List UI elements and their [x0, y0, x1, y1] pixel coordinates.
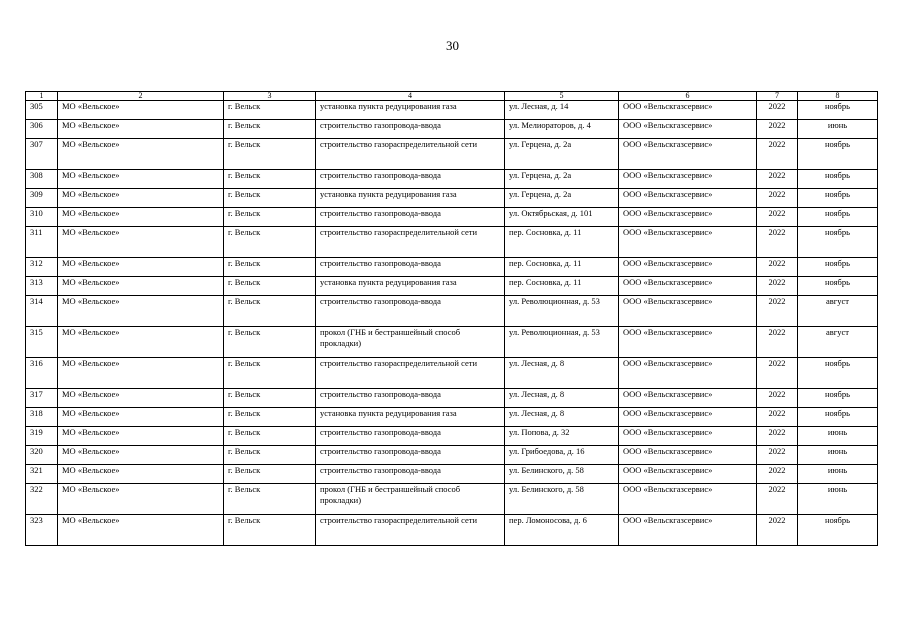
- address-cell: ул. Лесная, д. 8: [505, 408, 619, 427]
- organization-cell: ООО «Вельскгазсервис»: [619, 208, 757, 227]
- organization-cell: ООО «Вельскгазсервис»: [619, 327, 757, 358]
- municipality-cell: МО «Вельское»: [58, 139, 224, 170]
- year-cell: 2022: [757, 427, 798, 446]
- year-cell: 2022: [757, 227, 798, 258]
- month-cell: ноябрь: [798, 277, 878, 296]
- year-cell: 2022: [757, 189, 798, 208]
- municipality-cell: МО «Вельское»: [58, 465, 224, 484]
- organization-cell: ООО «Вельскгазсервис»: [619, 427, 757, 446]
- organization-cell: ООО «Вельскгазсервис»: [619, 189, 757, 208]
- row-number-cell: 315: [26, 327, 58, 358]
- settlement-cell: г. Вельск: [224, 408, 316, 427]
- municipality-cell: МО «Вельское»: [58, 208, 224, 227]
- table-row: [26, 484, 878, 515]
- gasification-schedule-table: [25, 91, 878, 546]
- year-cell: 2022: [757, 484, 798, 515]
- settlement-cell: г. Вельск: [224, 389, 316, 408]
- row-number-cell: 321: [26, 465, 58, 484]
- work-type-cell: строительство газораспределительной сети: [316, 139, 505, 170]
- address-cell: ул. Попова, д. 32: [505, 427, 619, 446]
- row-number-cell: 319: [26, 427, 58, 446]
- table-row: [26, 389, 878, 408]
- address-cell: пер. Сосновка, д. 11: [505, 227, 619, 258]
- row-number-cell: 309: [26, 189, 58, 208]
- work-type-cell: строительство газопровода-ввода: [316, 446, 505, 465]
- municipality-cell: МО «Вельское»: [58, 189, 224, 208]
- work-type-cell: прокол (ГНБ и бестраншейный способ прокладки): [316, 327, 505, 358]
- table-row: [26, 327, 878, 358]
- address-cell: пер. Сосновка, д. 11: [505, 277, 619, 296]
- year-cell: 2022: [757, 358, 798, 389]
- settlement-cell: г. Вельск: [224, 484, 316, 515]
- table-row: [26, 427, 878, 446]
- table-row: [26, 465, 878, 484]
- row-number-cell: 318: [26, 408, 58, 427]
- row-number-cell: 307: [26, 139, 58, 170]
- settlement-cell: г. Вельск: [224, 101, 316, 120]
- table-row: [26, 446, 878, 465]
- municipality-cell: МО «Вельское»: [58, 101, 224, 120]
- organization-cell: ООО «Вельскгазсервис»: [619, 101, 757, 120]
- year-cell: 2022: [757, 277, 798, 296]
- row-number-cell: 314: [26, 296, 58, 327]
- month-cell: июнь: [798, 446, 878, 465]
- year-cell: 2022: [757, 139, 798, 170]
- month-cell: июнь: [798, 427, 878, 446]
- row-number-cell: 316: [26, 358, 58, 389]
- row-number-cell: 310: [26, 208, 58, 227]
- table-row: [26, 120, 878, 139]
- month-cell: август: [798, 296, 878, 327]
- table-row: [26, 101, 878, 120]
- table-body: [26, 101, 878, 546]
- month-cell: ноябрь: [798, 258, 878, 277]
- settlement-cell: г. Вельск: [224, 327, 316, 358]
- table-row: [26, 208, 878, 227]
- month-cell: июнь: [798, 465, 878, 484]
- work-type-cell: установка пункта редуцирования газа: [316, 189, 505, 208]
- municipality-cell: МО «Вельское»: [58, 358, 224, 389]
- municipality-cell: МО «Вельское»: [58, 427, 224, 446]
- month-cell: ноябрь: [798, 358, 878, 389]
- row-number-cell: 312: [26, 258, 58, 277]
- row-number-cell: 323: [26, 515, 58, 546]
- settlement-cell: г. Вельск: [224, 465, 316, 484]
- row-number-cell: 317: [26, 389, 58, 408]
- work-type-cell: строительство газопровода-ввода: [316, 120, 505, 139]
- month-cell: ноябрь: [798, 170, 878, 189]
- month-cell: август: [798, 327, 878, 358]
- municipality-cell: МО «Вельское»: [58, 120, 224, 139]
- work-type-cell: строительство газопровода-ввода: [316, 427, 505, 446]
- year-cell: 2022: [757, 208, 798, 227]
- work-type-cell: строительство газопровода-ввода: [316, 389, 505, 408]
- row-number-cell: 313: [26, 277, 58, 296]
- year-cell: 2022: [757, 296, 798, 327]
- row-number-cell: 311: [26, 227, 58, 258]
- municipality-cell: МО «Вельское»: [58, 258, 224, 277]
- year-cell: 2022: [757, 327, 798, 358]
- organization-cell: ООО «Вельскгазсервис»: [619, 408, 757, 427]
- year-cell: 2022: [757, 258, 798, 277]
- settlement-cell: г. Вельск: [224, 358, 316, 389]
- column-header: 8: [798, 92, 878, 101]
- table-row: [26, 277, 878, 296]
- table-row: [26, 408, 878, 427]
- year-cell: 2022: [757, 170, 798, 189]
- month-cell: ноябрь: [798, 408, 878, 427]
- page-number: 30: [446, 38, 459, 53]
- work-type-cell: строительство газопровода-ввода: [316, 465, 505, 484]
- municipality-cell: МО «Вельское»: [58, 327, 224, 358]
- municipality-cell: МО «Вельское»: [58, 389, 224, 408]
- address-cell: ул. Лесная, д. 8: [505, 358, 619, 389]
- month-cell: ноябрь: [798, 139, 878, 170]
- address-cell: ул. Лесная, д. 8: [505, 389, 619, 408]
- work-type-cell: строительство газораспределительной сети: [316, 515, 505, 546]
- column-header: 4: [316, 92, 505, 101]
- work-type-cell: строительство газопровода-ввода: [316, 296, 505, 327]
- settlement-cell: г. Вельск: [224, 139, 316, 170]
- organization-cell: ООО «Вельскгазсервис»: [619, 170, 757, 189]
- organization-cell: ООО «Вельскгазсервис»: [619, 277, 757, 296]
- year-cell: 2022: [757, 389, 798, 408]
- row-number-cell: 305: [26, 101, 58, 120]
- table-row: [26, 358, 878, 389]
- organization-cell: ООО «Вельскгазсервис»: [619, 389, 757, 408]
- month-cell: июнь: [798, 120, 878, 139]
- month-cell: ноябрь: [798, 227, 878, 258]
- table-row: [26, 227, 878, 258]
- settlement-cell: г. Вельск: [224, 258, 316, 277]
- table-row: [26, 189, 878, 208]
- month-cell: ноябрь: [798, 515, 878, 546]
- address-cell: ул. Белинского, д. 58: [505, 484, 619, 515]
- work-type-cell: строительство газопровода-ввода: [316, 170, 505, 189]
- work-type-cell: строительство газораспределительной сети: [316, 227, 505, 258]
- row-number-cell: 308: [26, 170, 58, 189]
- month-cell: ноябрь: [798, 101, 878, 120]
- column-header: 2: [58, 92, 224, 101]
- table-row: [26, 170, 878, 189]
- organization-cell: ООО «Вельскгазсервис»: [619, 227, 757, 258]
- column-header: 5: [505, 92, 619, 101]
- table-row: [26, 296, 878, 327]
- municipality-cell: МО «Вельское»: [58, 408, 224, 427]
- organization-cell: ООО «Вельскгазсервис»: [619, 465, 757, 484]
- month-cell: ноябрь: [798, 208, 878, 227]
- address-cell: ул. Грибоедова, д. 16: [505, 446, 619, 465]
- settlement-cell: г. Вельск: [224, 277, 316, 296]
- work-type-cell: прокол (ГНБ и бестраншейный способ прокладки): [316, 484, 505, 515]
- municipality-cell: МО «Вельское»: [58, 277, 224, 296]
- organization-cell: ООО «Вельскгазсервис»: [619, 358, 757, 389]
- work-type-cell: установка пункта редуцирования газа: [316, 277, 505, 296]
- municipality-cell: МО «Вельское»: [58, 170, 224, 189]
- row-number-cell: 320: [26, 446, 58, 465]
- organization-cell: ООО «Вельскгазсервис»: [619, 139, 757, 170]
- year-cell: 2022: [757, 465, 798, 484]
- year-cell: 2022: [757, 408, 798, 427]
- column-header: 6: [619, 92, 757, 101]
- address-cell: ул. Мелиораторов, д. 4: [505, 120, 619, 139]
- month-cell: июнь: [798, 484, 878, 515]
- column-header: 7: [757, 92, 798, 101]
- work-type-cell: строительство газопровода-ввода: [316, 258, 505, 277]
- address-cell: ул. Герцена, д. 2а: [505, 189, 619, 208]
- organization-cell: ООО «Вельскгазсервис»: [619, 258, 757, 277]
- settlement-cell: г. Вельск: [224, 170, 316, 189]
- year-cell: 2022: [757, 120, 798, 139]
- address-cell: ул. Октябрьская, д. 101: [505, 208, 619, 227]
- row-number-cell: 306: [26, 120, 58, 139]
- table-row: [26, 139, 878, 170]
- settlement-cell: г. Вельск: [224, 427, 316, 446]
- table-row: [26, 515, 878, 546]
- year-cell: 2022: [757, 446, 798, 465]
- month-cell: ноябрь: [798, 389, 878, 408]
- address-cell: ул. Герцена, д. 2а: [505, 170, 619, 189]
- municipality-cell: МО «Вельское»: [58, 227, 224, 258]
- column-number-row: [26, 92, 878, 101]
- organization-cell: ООО «Вельскгазсервис»: [619, 446, 757, 465]
- settlement-cell: г. Вельск: [224, 189, 316, 208]
- municipality-cell: МО «Вельское»: [58, 484, 224, 515]
- address-cell: ул. Революционная, д. 53: [505, 296, 619, 327]
- organization-cell: ООО «Вельскгазсервис»: [619, 515, 757, 546]
- year-cell: 2022: [757, 101, 798, 120]
- address-cell: ул. Белинского, д. 58: [505, 465, 619, 484]
- row-number-cell: 322: [26, 484, 58, 515]
- organization-cell: ООО «Вельскгазсервис»: [619, 484, 757, 515]
- column-header: 1: [26, 92, 58, 101]
- month-cell: ноябрь: [798, 189, 878, 208]
- address-cell: ул. Лесная, д. 14: [505, 101, 619, 120]
- municipality-cell: МО «Вельское»: [58, 446, 224, 465]
- work-type-cell: установка пункта редуцирования газа: [316, 408, 505, 427]
- year-cell: 2022: [757, 515, 798, 546]
- settlement-cell: г. Вельск: [224, 208, 316, 227]
- column-header: 3: [224, 92, 316, 101]
- municipality-cell: МО «Вельское»: [58, 515, 224, 546]
- work-type-cell: строительство газопровода-ввода: [316, 208, 505, 227]
- table-row: [26, 258, 878, 277]
- municipality-cell: МО «Вельское»: [58, 296, 224, 327]
- work-type-cell: установка пункта редуцирования газа: [316, 101, 505, 120]
- work-type-cell: строительство газораспределительной сети: [316, 358, 505, 389]
- address-cell: ул. Герцена, д. 2а: [505, 139, 619, 170]
- settlement-cell: г. Вельск: [224, 296, 316, 327]
- settlement-cell: г. Вельск: [224, 515, 316, 546]
- settlement-cell: г. Вельск: [224, 446, 316, 465]
- address-cell: пер. Ломоносова, д. 6: [505, 515, 619, 546]
- settlement-cell: г. Вельск: [224, 120, 316, 139]
- address-cell: пер. Сосновка, д. 11: [505, 258, 619, 277]
- organization-cell: ООО «Вельскгазсервис»: [619, 120, 757, 139]
- address-cell: ул. Революционная, д. 53: [505, 327, 619, 358]
- organization-cell: ООО «Вельскгазсервис»: [619, 296, 757, 327]
- settlement-cell: г. Вельск: [224, 227, 316, 258]
